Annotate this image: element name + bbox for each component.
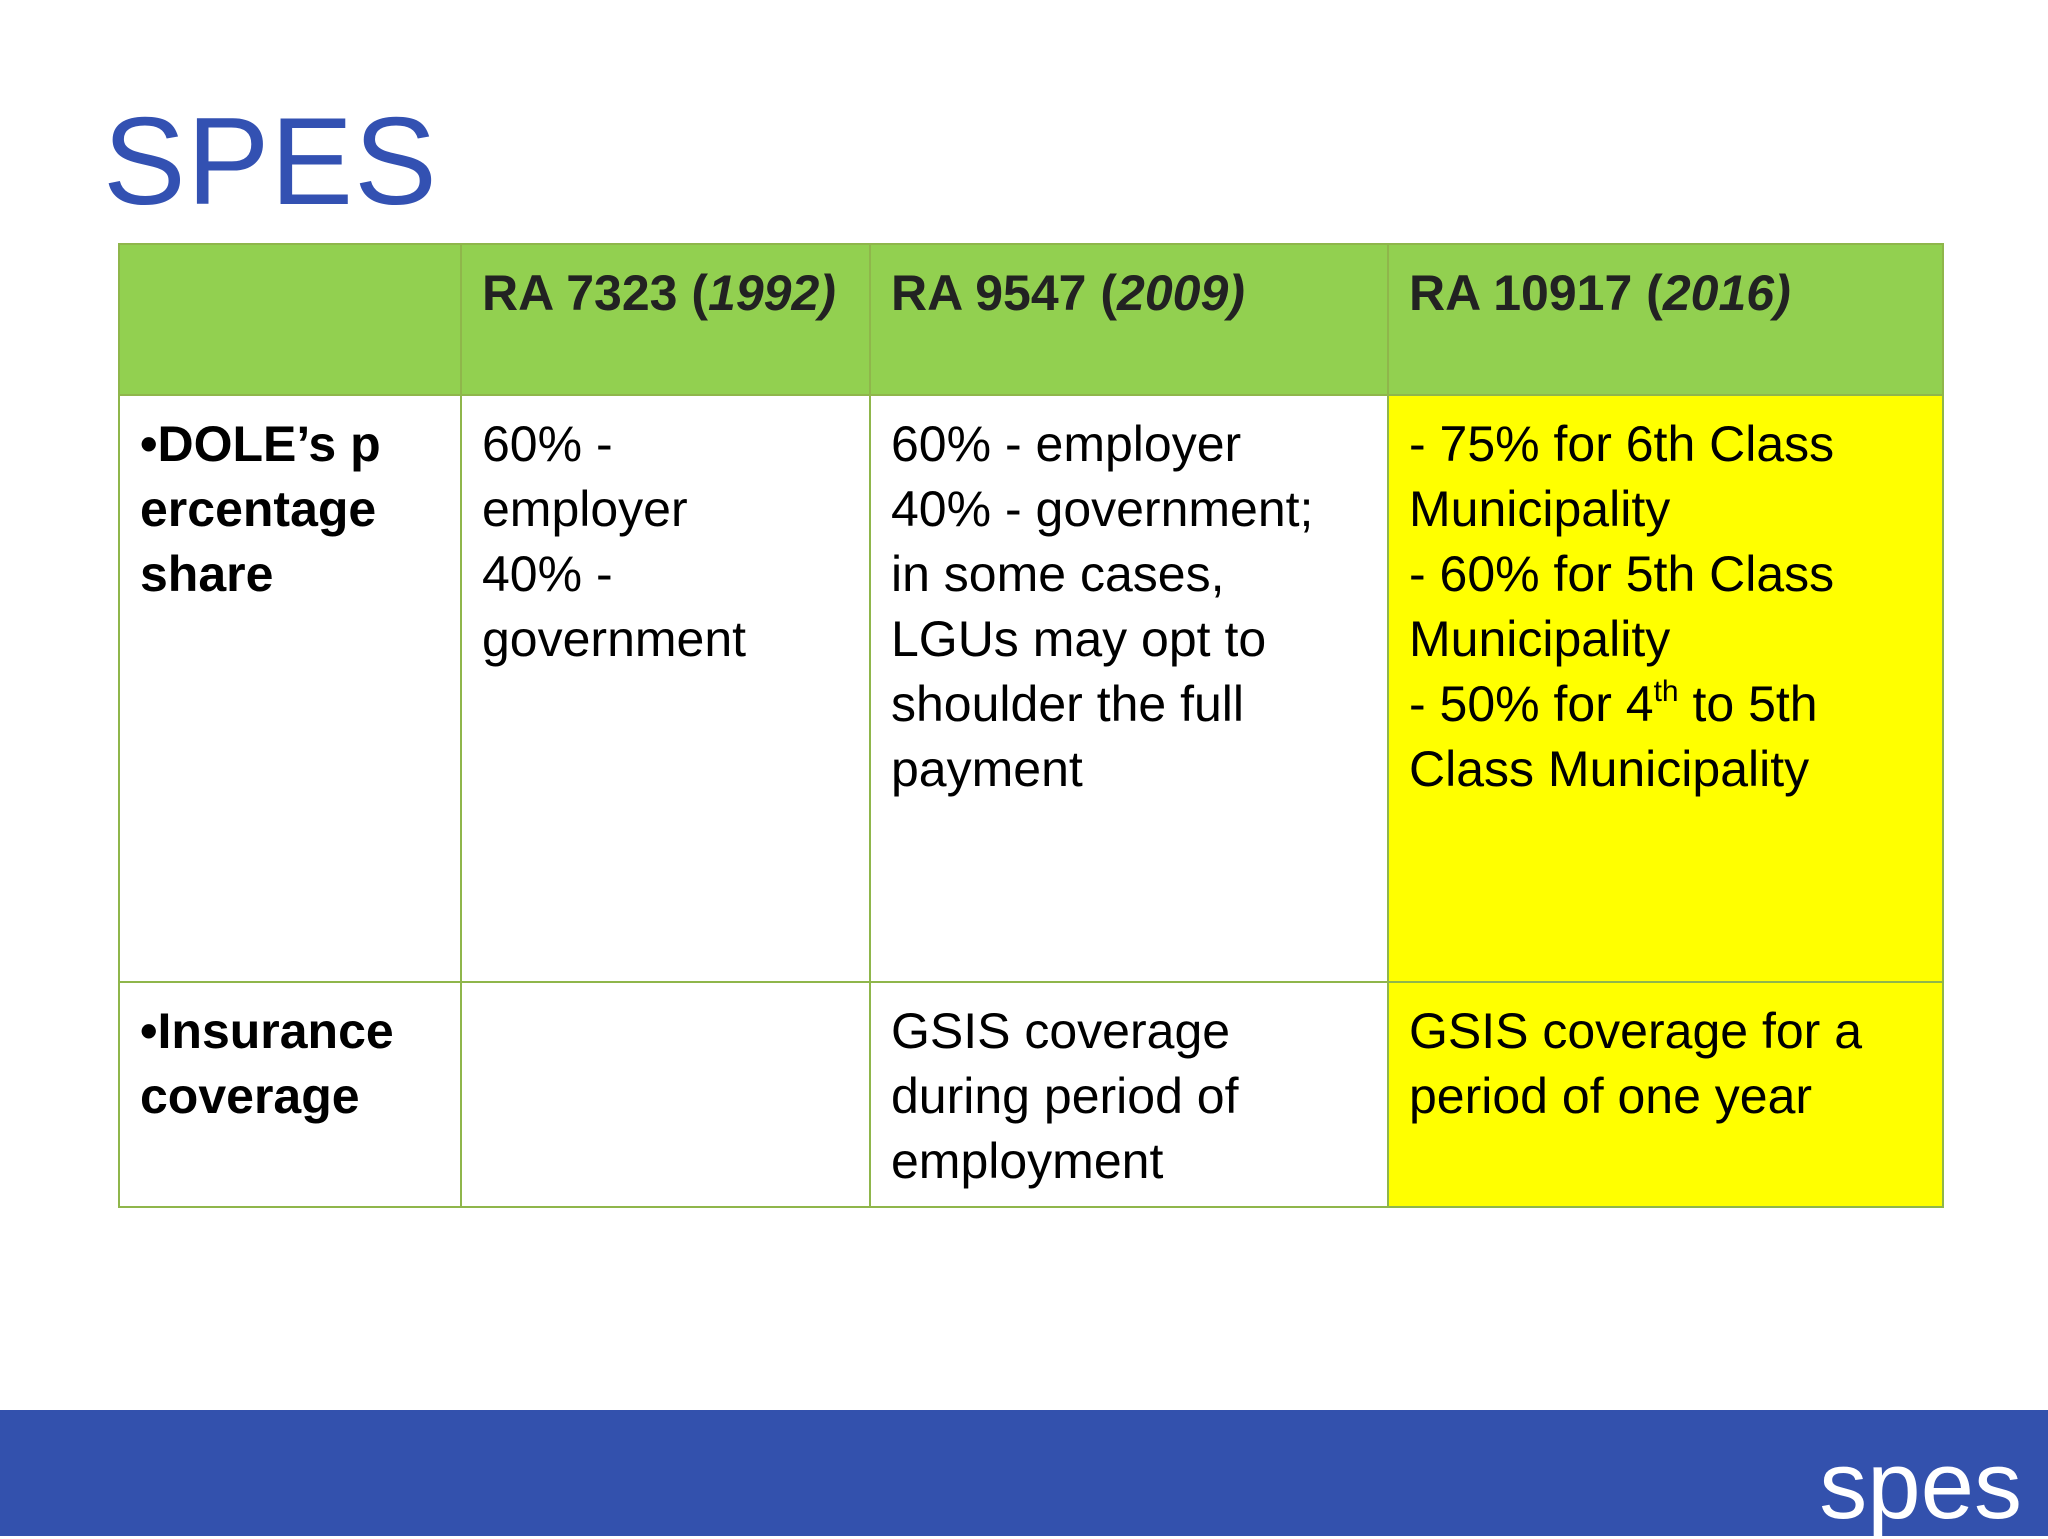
header-cell-ra7323 [461, 244, 870, 395]
cell-line: 40% - government; [891, 481, 1314, 537]
cell-line: payment [891, 741, 1083, 797]
cell-ra9547-share [870, 395, 1388, 982]
cell-line: in some cases, [891, 546, 1225, 602]
cell-line: shoulder the full [891, 676, 1245, 732]
cell-line: 60% - employer [891, 416, 1242, 472]
row-label-dole-share [119, 395, 461, 982]
header-ra9547-year: 2009) [1117, 265, 1245, 321]
header-ra7323-year: 1992) [708, 265, 836, 321]
header-cell-blank [119, 244, 461, 395]
cell-line: period of one year [1409, 1068, 1813, 1124]
cell-line: - 60% for 5th Class [1409, 546, 1835, 602]
table-row-insurance [119, 982, 1943, 1207]
row-label-dole-share-text: •DOLE’s percentage share [140, 416, 381, 602]
header-ra7323-text: RA 7323 ( [482, 265, 709, 321]
cell-line: Municipality [1409, 481, 1671, 537]
cell-ra7323-share [461, 395, 870, 982]
cell-line: GSIS coverage for a [1409, 1003, 1863, 1059]
row-label-insurance-text: •Insurance coverage [140, 1003, 394, 1124]
header-ra10917-text: RA 10917 ( [1409, 265, 1663, 321]
cell-line: GSIS coverage [891, 1003, 1231, 1059]
cell-line: - 75% for 6th Class [1409, 416, 1835, 472]
table-header-row [119, 244, 1943, 395]
cell-line: LGUs may opt to [891, 611, 1267, 667]
cell-text: to 5th [1678, 676, 1818, 732]
header-cell-ra9547 [870, 244, 1388, 395]
superscript: th [1653, 675, 1679, 708]
cell-line-with-superscript [1409, 672, 1922, 737]
header-cell-ra10917 [1388, 244, 1943, 395]
cell-text: - 50% for 4 [1409, 676, 1654, 732]
footer-bar [0, 1410, 2048, 1539]
comparison-table [118, 243, 1944, 1208]
slide-title: SPES [103, 93, 438, 231]
cell-line: during period of [891, 1068, 1239, 1124]
cell-line: 40% - [482, 546, 613, 602]
cell-line: Municipality [1409, 611, 1671, 667]
header-ra9547-text: RA 9547 ( [891, 265, 1118, 321]
cell-ra10917-share [1388, 395, 1943, 982]
cell-line: 60% - [482, 416, 613, 472]
footer-label: spes [1819, 1432, 2022, 1539]
cell-ra9547-insurance [870, 982, 1388, 1207]
cell-line: Class Municipality [1409, 741, 1810, 797]
cell-line: government [482, 611, 747, 667]
cell-ra7323-insurance [461, 982, 870, 1207]
header-ra10917-year: 2016) [1662, 265, 1791, 321]
cell-ra10917-insurance [1388, 982, 1943, 1207]
cell-line: employer [482, 481, 688, 537]
table-row-dole-share [119, 395, 1943, 982]
row-label-insurance [119, 982, 461, 1207]
cell-line: employment [891, 1133, 1164, 1189]
